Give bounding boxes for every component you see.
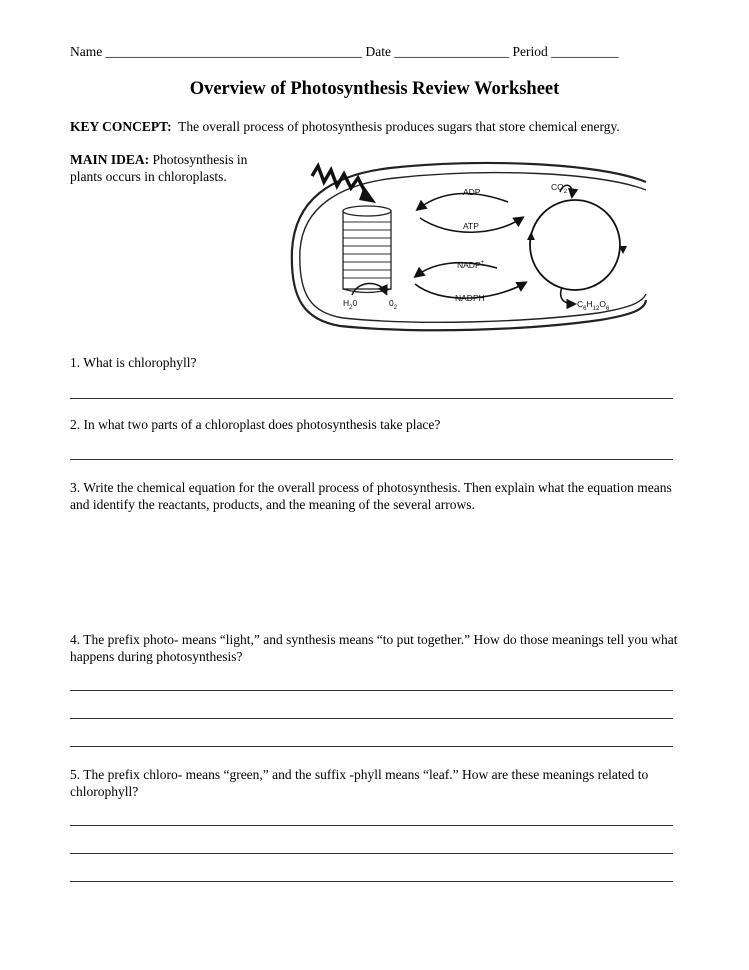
label-atp: ATP xyxy=(463,221,479,231)
answer-line-4b[interactable] xyxy=(70,718,673,719)
calvin-cycle-icon xyxy=(530,200,620,290)
name-label: Name xyxy=(70,44,103,59)
label-nadph: NADPH xyxy=(455,293,485,303)
answer-line-4a[interactable] xyxy=(70,690,673,691)
answer-line-4c[interactable] xyxy=(70,746,673,747)
answer-line-5b[interactable] xyxy=(70,853,673,854)
answer-line-5a[interactable] xyxy=(70,825,673,826)
label-water: $H_20$ xyxy=(343,298,358,311)
label-oxygen: $0_2$ xyxy=(389,298,398,311)
answer-line-1[interactable] xyxy=(70,398,673,399)
main-idea-label: MAIN IDEA: xyxy=(70,152,150,167)
date-field[interactable]: _________________ xyxy=(394,44,510,59)
question-5: 5. The prefix chloro- means “green,” and the suffix -phyll means “leaf.” How are these meanings related to chlorophyll? xyxy=(70,767,649,799)
page-title: Overview of Photosynthesis Review Worksheet xyxy=(189,79,560,99)
thylakoid-stack-icon xyxy=(343,206,391,293)
key-concept-text: The overall process of photosynthesis produces sugars that store chemical energy. xyxy=(178,119,620,134)
header-line xyxy=(70,44,619,60)
chloroplast-diagram xyxy=(280,150,655,335)
label-glucose: $C_6H_{12}O_6$ xyxy=(577,299,610,312)
name-field[interactable]: ______________________________________ xyxy=(105,44,363,59)
main-idea-text: Photosynthesis in plants occurs in chloroplasts. xyxy=(70,152,248,184)
date-label: Date xyxy=(365,44,391,59)
answer-space-3[interactable] xyxy=(70,520,673,620)
question-2: 2. In what two parts of a chloroplast does photosynthesis take place? xyxy=(70,417,441,432)
label-adp: ADP xyxy=(463,187,481,197)
period-label: Period xyxy=(512,44,548,59)
main-idea xyxy=(70,151,280,185)
question-3: 3. Write the chemical equation for the overall process of photosynthesis. Then explain what the equation means and identify the reactants, products, and the meaning of the several arrows. xyxy=(70,480,672,512)
key-concept-label: KEY CONCEPT: xyxy=(70,119,172,134)
period-field[interactable]: __________ xyxy=(551,44,619,59)
key-concept xyxy=(70,119,620,135)
question-4: 4. The prefix photo- means “light,” and synthesis means “to put together.” How do those meanings tell you what happens during photosynthesis? xyxy=(70,632,678,664)
answer-line-5c[interactable] xyxy=(70,881,673,882)
answer-line-2[interactable] xyxy=(70,459,673,460)
question-1: 1. What is chlorophyll? xyxy=(70,355,197,370)
label-nadp-plus: NADP+ xyxy=(457,260,485,270)
label-co2: $CO_2$ xyxy=(551,182,568,195)
